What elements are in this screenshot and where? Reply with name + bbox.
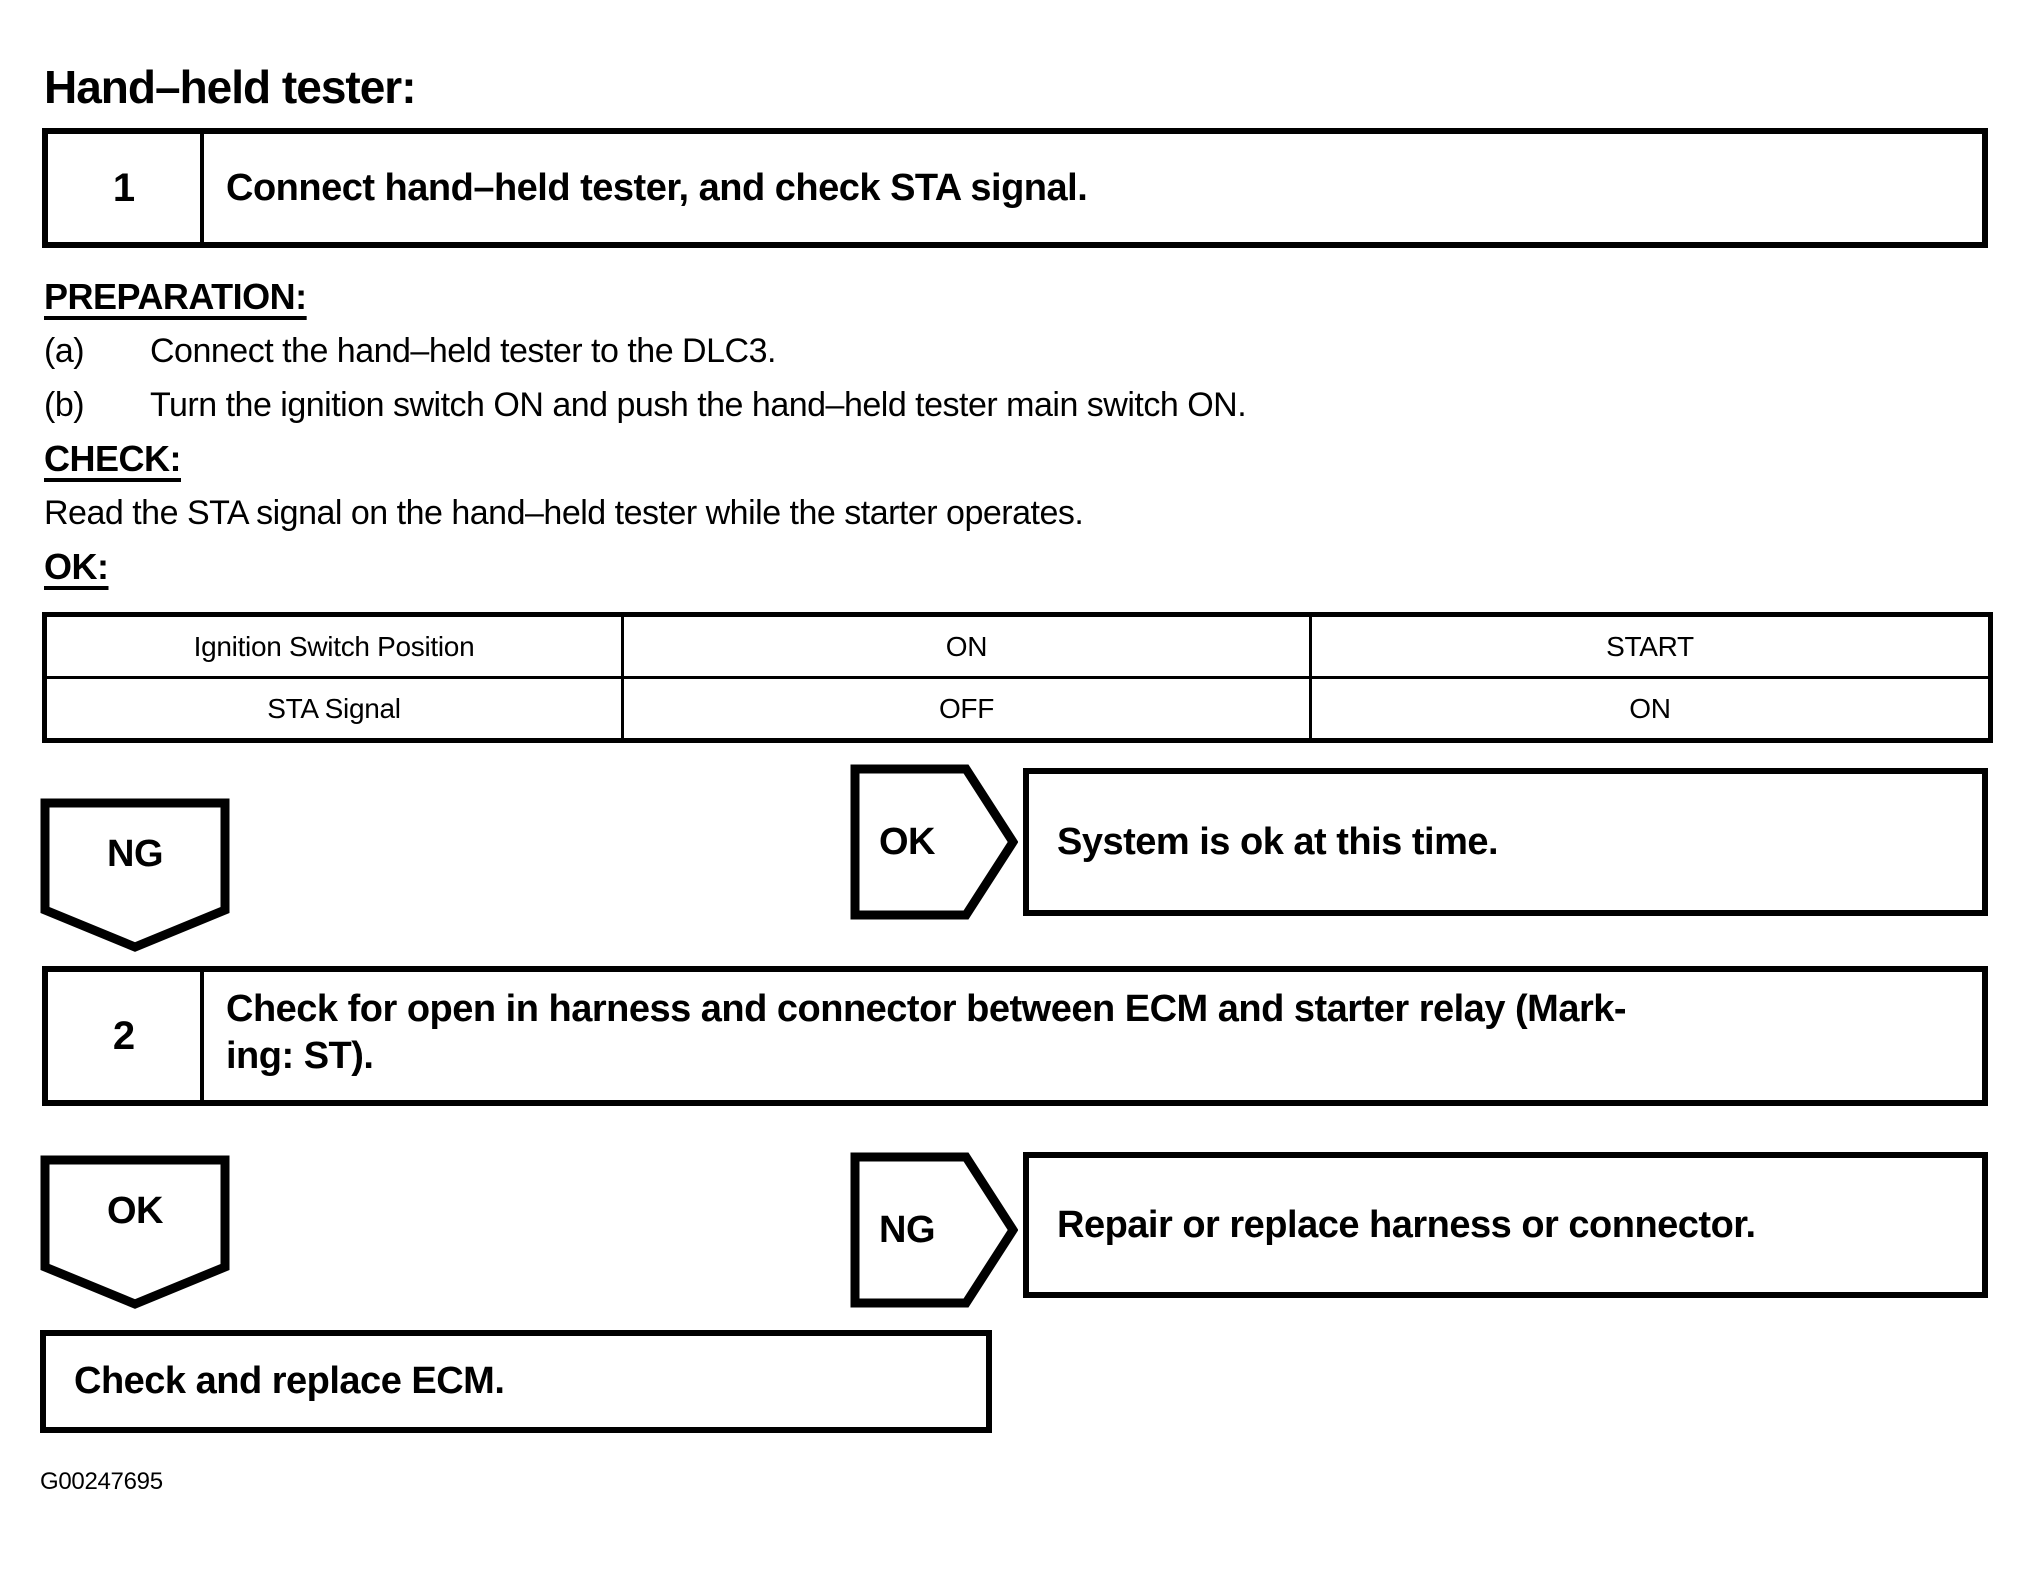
table-cell: ON xyxy=(623,615,1311,678)
step1-ng-label: NG xyxy=(107,832,163,875)
table-row xyxy=(45,615,1991,678)
step2-ng-connector xyxy=(850,1152,1018,1308)
preparation-item-b xyxy=(44,378,1984,432)
page-title: Hand–held tester: xyxy=(44,61,416,113)
table-cell: Ignition Switch Position xyxy=(45,615,623,678)
body-text xyxy=(44,270,1984,594)
step-1-box xyxy=(42,128,1988,248)
table-cell: START xyxy=(1311,615,1991,678)
system-ok-result-text: System is ok at this time. xyxy=(1057,820,1499,863)
check-text-row xyxy=(44,486,1984,540)
ecm-result-text: Check and replace ECM. xyxy=(74,1360,505,1402)
check-heading-row xyxy=(44,432,1984,486)
repair-result-box xyxy=(1023,1152,1988,1298)
step1-ok-label: OK xyxy=(879,820,935,863)
table-cell: STA Signal xyxy=(45,678,623,741)
check-text: Read the STA signal on the hand–held tester while the starter operates. xyxy=(44,494,1084,532)
ok-heading-row xyxy=(44,540,1984,594)
system-ok-result-box xyxy=(1023,768,1988,916)
table-cell: ON xyxy=(1311,678,1991,741)
preparation-heading: PREPARATION: xyxy=(44,276,307,317)
signal-table xyxy=(42,612,1993,743)
step-2-instruction xyxy=(204,972,1982,1100)
step1-ng-connector xyxy=(40,798,230,954)
step2-ok-connector xyxy=(40,1155,230,1311)
preparation-heading-row xyxy=(44,270,1984,324)
table-row xyxy=(45,678,1991,741)
step-1-instruction: Connect hand–held tester, and check STA signal. xyxy=(226,166,1088,209)
ecm-result-box xyxy=(40,1330,992,1433)
preparation-item-a xyxy=(44,324,1984,378)
item-b-marker: (b) xyxy=(44,386,85,424)
step2-ok-label: OK xyxy=(107,1189,163,1232)
repair-result-text: Repair or replace harness or connector. xyxy=(1057,1203,1756,1246)
step-2-box xyxy=(42,966,1988,1106)
step-1-number: 1 xyxy=(48,134,204,242)
ok-heading: OK: xyxy=(44,546,109,587)
table-cell: OFF xyxy=(623,678,1311,741)
item-a-text: Connect the hand–held tester to the DLC3. xyxy=(150,332,776,370)
step1-ok-connector xyxy=(850,764,1018,920)
figure-id: G00247695 xyxy=(40,1468,163,1495)
step-2-instruction-line-2: ing: ST). xyxy=(226,1035,374,1077)
item-a-marker: (a) xyxy=(44,332,85,370)
step-2-number: 2 xyxy=(48,972,204,1100)
check-heading: CHECK: xyxy=(44,438,181,479)
item-b-text: Turn the ignition switch ON and push the hand–held tester main switch ON. xyxy=(150,386,1247,424)
step-2-instruction-line-1: Check for open in harness and connector between ECM and starter relay (Mark- xyxy=(226,988,1627,1030)
step2-ng-label: NG xyxy=(879,1208,935,1251)
